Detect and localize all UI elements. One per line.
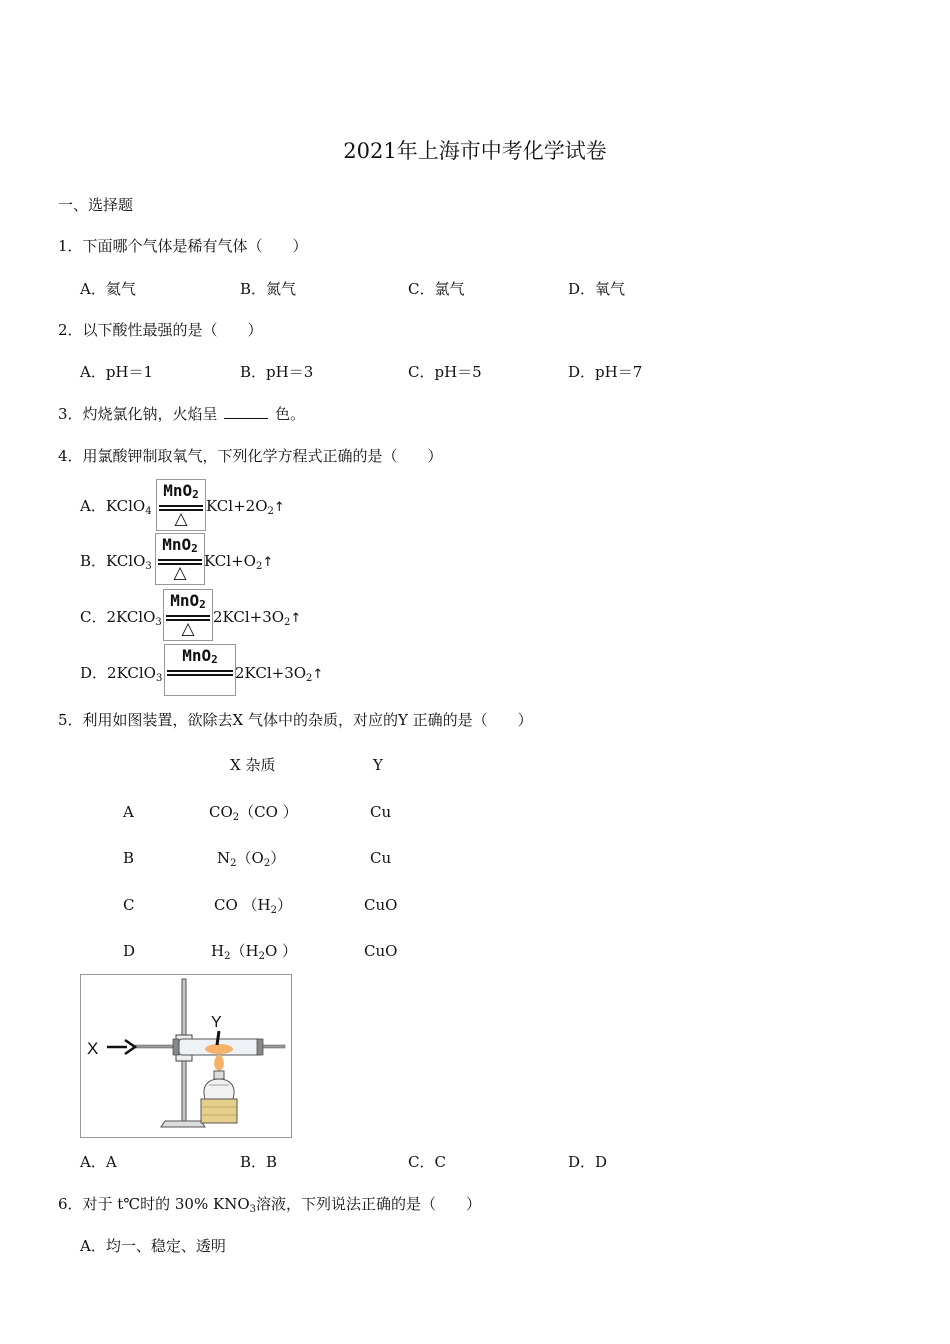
q4-option-c-condition: MnO$_2$ △ <box>163 589 213 641</box>
page-title: 2021年上海市中考化学试卷 <box>343 139 607 163</box>
q1-option-d: D．氧气 <box>568 280 626 298</box>
question-3-stem <box>58 404 305 424</box>
q5-row-b-label: B <box>123 849 135 867</box>
heat-triangle-icon: △ <box>173 563 187 583</box>
gas-arrow-icon: ↑ <box>312 667 324 682</box>
q5-row-d-label: D <box>123 942 136 960</box>
q5-row-a-y: Cu <box>370 803 392 821</box>
q4-option-d-product: $2KCl+3O_2↑$ <box>235 664 324 684</box>
q5-row-d-y: CuO <box>364 942 398 960</box>
q5-apparatus-figure <box>80 974 292 1138</box>
q5-option-d: D．D <box>568 1153 608 1171</box>
q4-option-a-condition: MnO$_2$ △ <box>156 479 206 531</box>
gas-arrow-icon: ↑ <box>290 611 302 626</box>
q4-option-c-reactant: C．2KClO$_3$ <box>80 608 162 628</box>
q3-stem-before: 3．灼烧氯化钠，火焰呈 <box>58 405 218 423</box>
apparatus-drawing <box>81 975 291 1137</box>
q4-option-d-reactant: D．2KClO$_3$ <box>80 664 163 684</box>
gas-arrow-icon: ↑ <box>262 555 274 570</box>
question-4-stem: 4．用氯酸钾制取氧气，下列化学方程式正确的是（ ） <box>58 447 443 465</box>
q5-row-d-x: $H_2(H_2O$ ） <box>211 942 298 962</box>
q2-option-c: C．pH＝5 <box>408 363 482 381</box>
q5-option-a: A．A <box>80 1153 117 1171</box>
question-1-stem: 1．下面哪个气体是稀有气体（ ） <box>58 237 308 255</box>
q5-header-y: Y <box>373 756 383 774</box>
q5-option-b: B．B <box>240 1153 278 1171</box>
q1-option-a: A．氦气 <box>80 280 136 298</box>
q1-option-c: C．氯气 <box>408 280 465 298</box>
q4-option-a-reactant: A．KClO$_4$ <box>80 497 152 517</box>
q4-option-d-condition: MnO$_2$ <box>164 644 236 696</box>
q5-row-a-label: A <box>123 803 134 821</box>
q4-option-b-condition: MnO$_2$ △ <box>155 533 205 585</box>
section-heading: 一、选择题 <box>58 196 134 214</box>
q3-stem-after: 色。 <box>275 405 306 423</box>
q5-row-a-x: $CO_2(CO$ ） <box>209 803 298 823</box>
q3-answer-blank[interactable] <box>224 404 268 419</box>
q4-option-a-product: $KCl+2O_2↑$ <box>206 497 285 517</box>
heat-triangle-icon: △ <box>174 509 188 529</box>
q1-option-b: B．氮气 <box>240 280 297 298</box>
q5-row-b-y: Cu <box>370 849 392 867</box>
q2-option-d: D．pH＝7 <box>568 363 643 381</box>
q2-option-a: A．pH＝1 <box>80 363 154 381</box>
q5-row-c-y: CuO <box>364 896 398 914</box>
q5-option-c: C．C <box>408 1153 446 1171</box>
q6-option-a: A．均一、稳定、透明 <box>80 1237 226 1255</box>
q4-option-b-reactant: B．KClO$_3$ <box>80 552 152 572</box>
figure-label-x: X <box>87 1039 99 1058</box>
gas-arrow-icon: ↑ <box>273 500 285 515</box>
heat-triangle-icon: △ <box>181 619 195 639</box>
q5-row-c-label: C <box>123 896 135 914</box>
question-5-stem: 5．利用如图装置，欲除去X 气体中的杂质，对应的Y 正确的是（ ） <box>58 711 533 729</box>
q5-row-b-x: $N_2(O_2)$ <box>217 849 286 869</box>
q2-option-b: B．pH＝3 <box>240 363 314 381</box>
question-2-stem: 2．以下酸性最强的是（ ） <box>58 321 263 339</box>
q4-option-b-product: $KCl+O_2↑$ <box>204 552 274 572</box>
figure-label-y: Y <box>211 1014 222 1031</box>
q4-option-c-product: $2KCl+3O_2↑$ <box>213 608 302 628</box>
question-6-stem: 6．对于 t℃时的 30% $KNO_3$溶液，下列说法正确的是（ ） <box>58 1195 482 1215</box>
q5-row-c-x: CO $(H_2)$ <box>214 896 293 916</box>
q5-header-x: X 杂质 <box>230 756 276 774</box>
